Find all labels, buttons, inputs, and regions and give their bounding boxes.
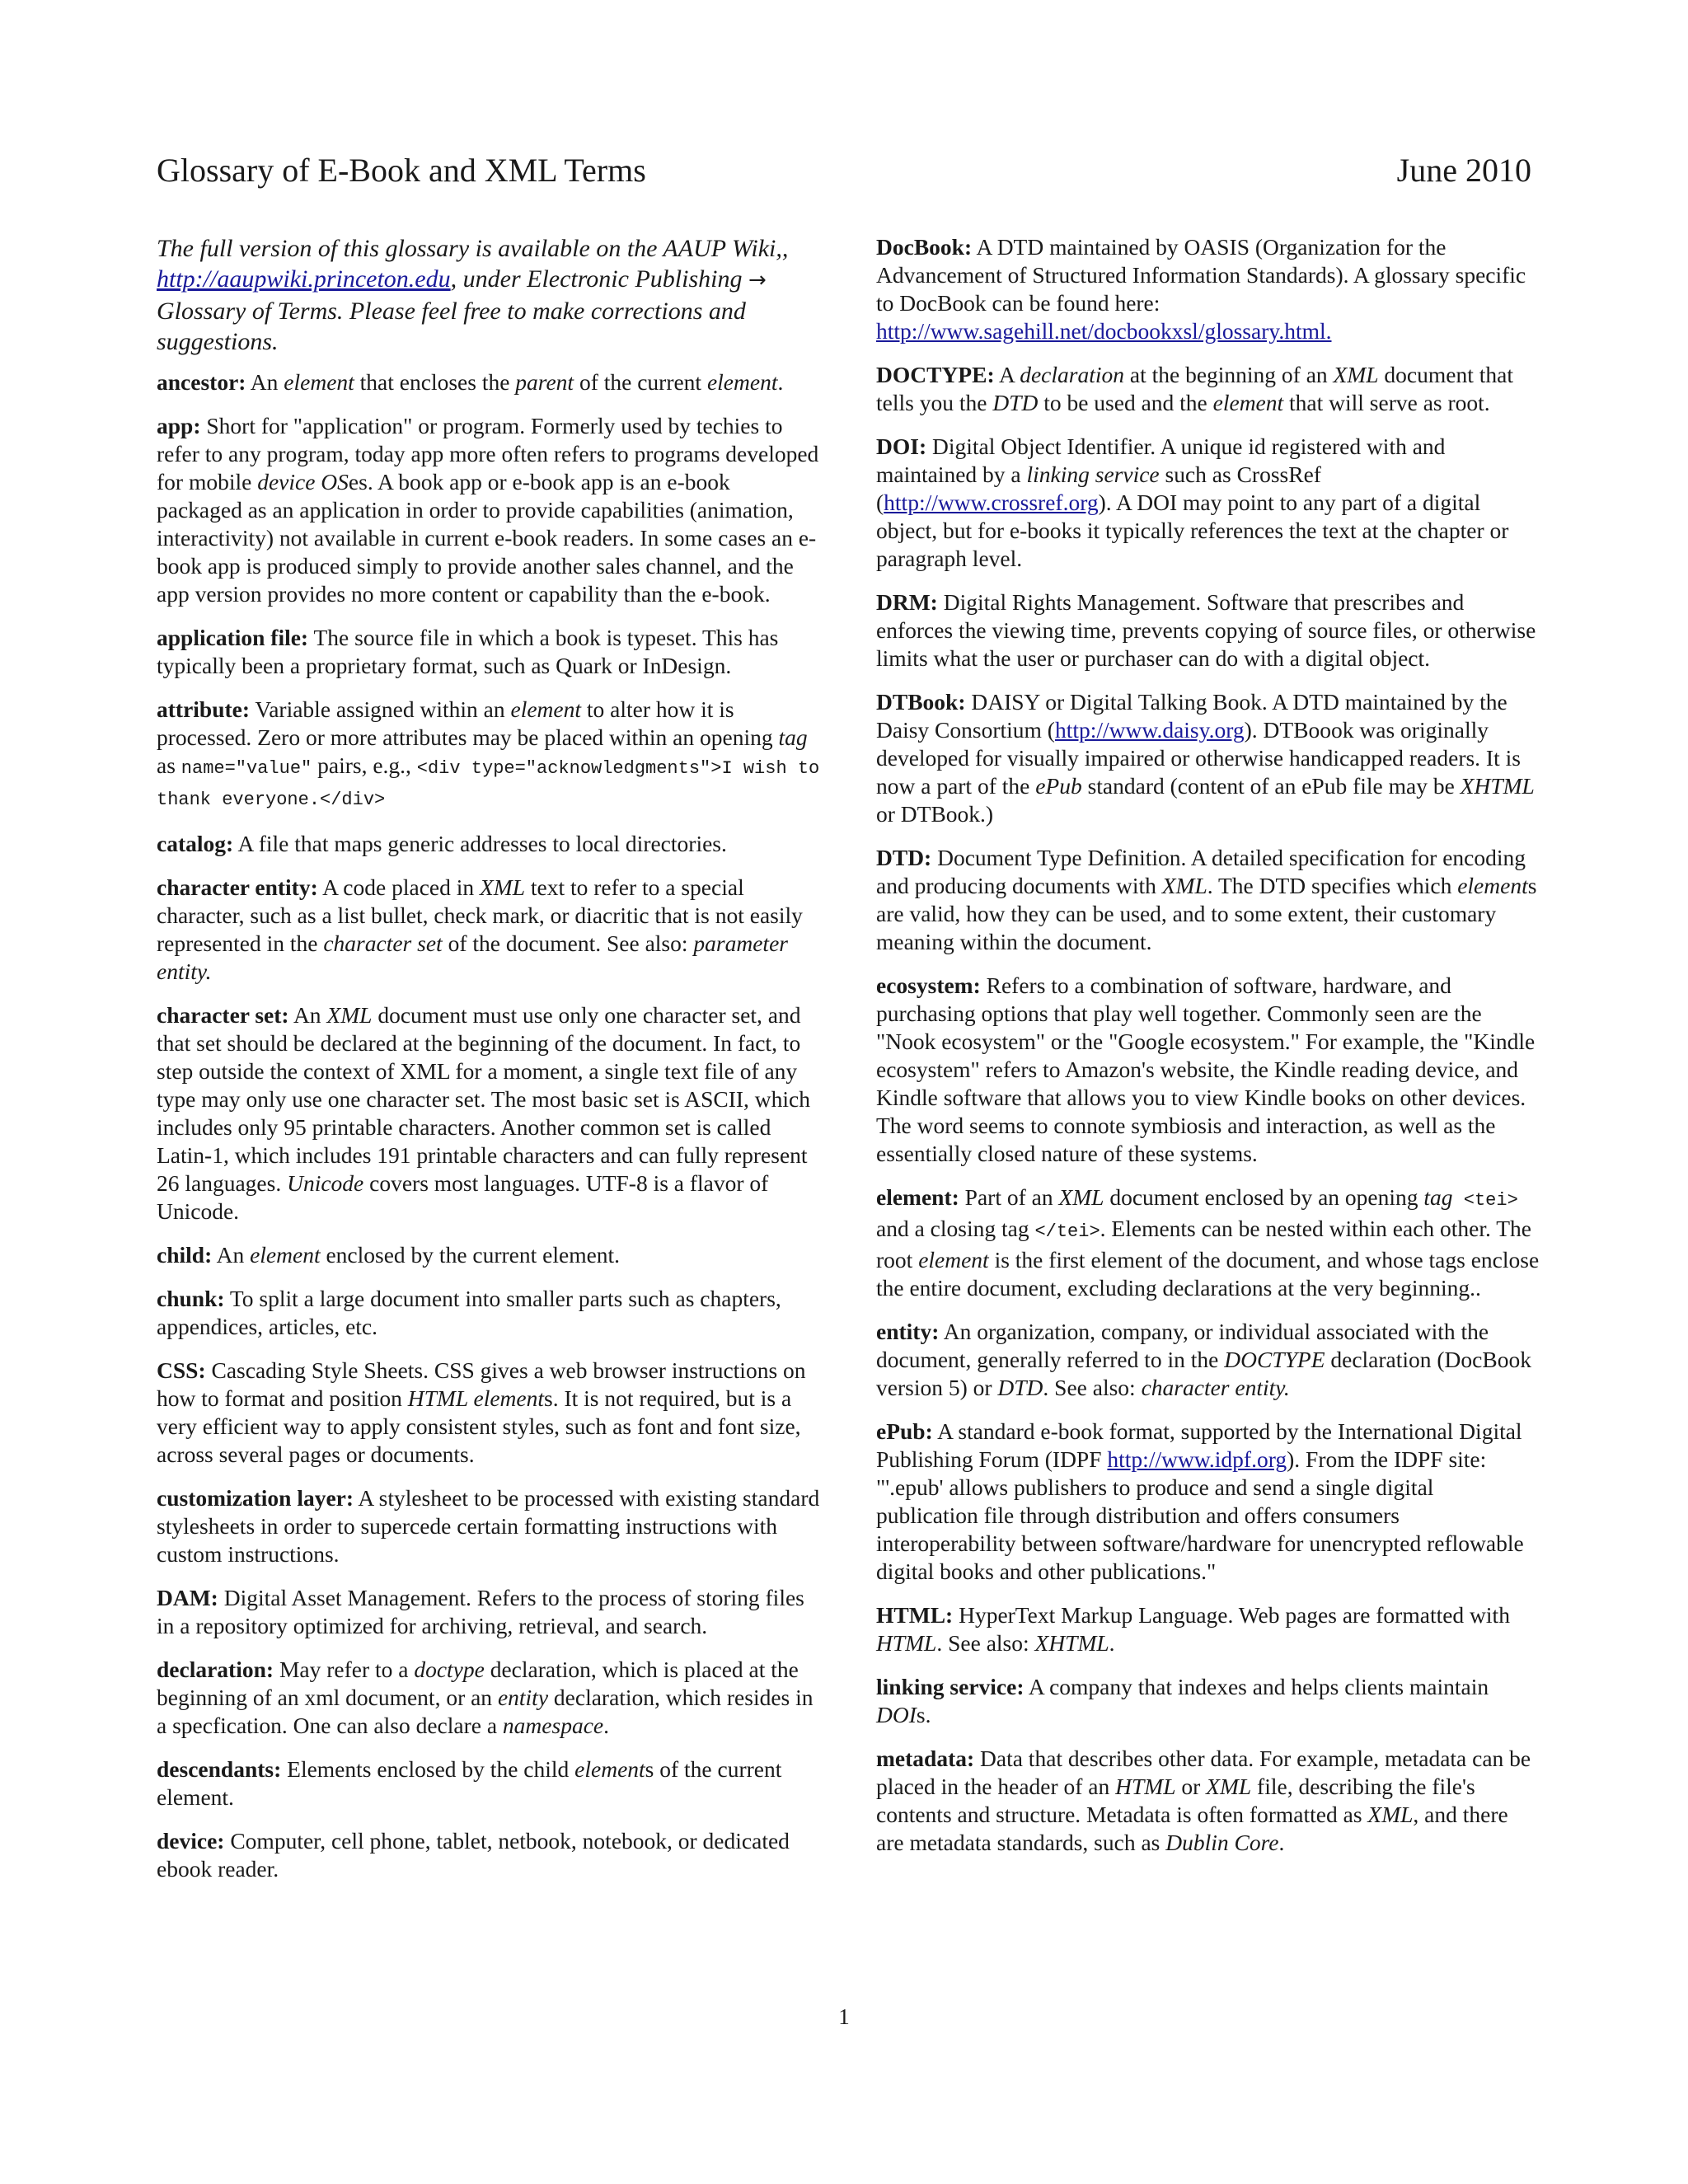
term: device: bbox=[157, 1828, 225, 1854]
definition: A company that indexes and helps clients maintain DOIs. bbox=[876, 1674, 1489, 1727]
term: element: bbox=[876, 1184, 959, 1210]
left-column bbox=[157, 233, 820, 1899]
term: attribute: bbox=[157, 696, 251, 722]
entry-dtbook bbox=[876, 688, 1540, 828]
page-number: 1 bbox=[838, 2004, 850, 2029]
right-column bbox=[876, 233, 1540, 1872]
definition: Variable assigned within an element to alter how it is processed. Zero or more attributes may be placed within an opening tag as name="value" pairs, e.g., <div type="acknowledgments">I wish to thank everyone.</div> bbox=[157, 696, 820, 810]
term: DOCTYPE: bbox=[876, 362, 995, 387]
definition: Digital Asset Management. Refers to the process of storing files in a repository optimized for archiving, retrieval, and search. bbox=[157, 1585, 804, 1638]
definition: A file that maps generic addresses to local directories. bbox=[233, 831, 727, 856]
term: character entity: bbox=[157, 874, 318, 900]
term: CSS: bbox=[157, 1357, 206, 1383]
term: child: bbox=[157, 1242, 213, 1268]
definition: An element enclosed by the current element. bbox=[212, 1242, 621, 1268]
daisy-link[interactable]: http://www.daisy.org bbox=[1054, 717, 1245, 743]
entry-ecosystem bbox=[876, 972, 1540, 1168]
entry-docbook bbox=[876, 233, 1540, 345]
term: application file: bbox=[157, 625, 309, 650]
definition: An element that encloses the parent of the current element. bbox=[246, 369, 784, 395]
entry-ancestor bbox=[157, 368, 820, 396]
entry-chunk bbox=[157, 1285, 820, 1341]
document-title: Glossary of E-Book and XML Terms bbox=[157, 152, 646, 189]
definition: Digital Object Identifier. A unique id registered with and maintained by a linking service such as CrossRef (http://www.crossref.org). A DOI may point to any part of a digital object, but for e-books it typically references the text at the chapter or paragraph level. bbox=[876, 434, 1509, 571]
term: catalog: bbox=[157, 831, 234, 856]
entry-css bbox=[157, 1357, 820, 1469]
definition: A stylesheet to be processed with existing standard stylesheets in order to supercede certain formatting instructions with custom instructions. bbox=[157, 1485, 820, 1567]
term: character set: bbox=[157, 1002, 289, 1028]
term: DRM: bbox=[876, 589, 938, 615]
definition: Short for "application" or program. Formerly used by techies to refer to any program, today app more often refers to programs developed for mobile device OSes. A book app or e-book app is an e-book packaged as an application in order to provide capabilities (animation, interactivity) not available in current e-book readers. In some cases an e-book app is produced simply to provide another sales channel, and the app version provides no more content or capability than the e-book. bbox=[157, 413, 819, 607]
term: metadata: bbox=[876, 1746, 975, 1771]
entry-attribute bbox=[157, 696, 820, 814]
definition: The source file in which a book is typeset. This has typically been a proprietary format, such as Quark or InDesign. bbox=[157, 625, 779, 678]
intro-text: , under Electronic Publishing bbox=[450, 265, 743, 293]
definition: DAISY or Digital Talking Book. A DTD maintained by the Daisy Consortium (http://www.daisy.org). DTBoook was originally developed for visually impaired or otherwise handicapped readers. It is now a part of the ePub standard (content of an ePub file may be XHTML or DTBook.) bbox=[876, 689, 1535, 827]
term: DAM: bbox=[157, 1585, 218, 1610]
definition: A declaration at the beginning of an XML document that tells you the DTD to be used and the element that will serve as root. bbox=[876, 362, 1513, 415]
term: ancestor: bbox=[157, 369, 246, 395]
term: DOI: bbox=[876, 434, 927, 459]
entry-entity bbox=[876, 1318, 1540, 1402]
definition: A code placed in XML text to refer to a special character, such as a list bullet, check mark, or diacritic that is not easily represented in the character set of the document. See also: parameter entity. bbox=[157, 874, 803, 984]
definition: A DTD maintained by OASIS (Organization for the Advancement of Structured Information Standards). A glossary specific to DocBook can be found here: http://www.sagehill.net/docbookxsl/glossary.html. bbox=[876, 234, 1526, 344]
entry-linking-service bbox=[876, 1673, 1540, 1729]
definition: An organization, company, or individual associated with the document, generally referred to in the DOCTYPE declaration (DocBook version 5) or DTD. See also: character entity. bbox=[876, 1319, 1531, 1400]
definition: Document Type Definition. A detailed specification for encoding and producing documents with XML. The DTD specifies which elements are valid, how they can be used, and to some extent, their customary meaning within the document. bbox=[876, 845, 1537, 954]
entry-descendants bbox=[157, 1755, 820, 1811]
definition: Data that describes other data. For example, metadata can be placed in the header of an HTML or XML file, describing the file's contents and structure. Metadata is often formatted as XML, and there are metadata standards, such as Dublin Core. bbox=[876, 1746, 1531, 1855]
term: HTML: bbox=[876, 1602, 954, 1628]
term: entity: bbox=[876, 1319, 940, 1344]
definition: Digital Rights Management. Software that prescribes and enforces the viewing time, prevents copying of source files, or otherwise limits what the user or purchaser can do with a digital object. bbox=[876, 589, 1536, 671]
definition: Part of an XML document enclosed by an opening tag <tei> and a closing tag </tei>. Elements can be nested within each other. The root element is the first element of the document, and whose tags enclose the entire document, excluding declarations at the very beginning.. bbox=[876, 1184, 1540, 1301]
term: descendants: bbox=[157, 1756, 282, 1782]
definition: A standard e-book format, supported by the International Digital Publishing Forum (IDPF http://www.idpf.org). From the IDPF site: "'.epub' allows publishers to produce and send a single digital publication file through distribution and offers consumers interoperability between software/hardware for unencrypted reflowable digital books and other publications." bbox=[876, 1418, 1524, 1584]
definition: An XML document must use only one character set, and that set should be declared at the beginning of the document. In fact, to step outside the context of XML for a moment, a single text file of any type may only use one character set. The most basic set is ASCII, which includes only 95 printable characters. Another common set is called Latin-1, which includes 191 printable characters and can fully represent 26 languages. Unicode covers most languages. UTF-8 is a flavor of Unicode. bbox=[157, 1002, 810, 1224]
entry-catalog bbox=[157, 830, 820, 858]
crossref-link[interactable]: http://www.crossref.org bbox=[884, 490, 1099, 515]
term: DTBook: bbox=[876, 689, 966, 715]
intro-text: The full version of this glossary is available on the AAUP Wiki,, bbox=[157, 235, 789, 262]
arrow-right-icon: → bbox=[748, 268, 767, 293]
entry-customization-layer bbox=[157, 1484, 820, 1568]
intro-note bbox=[157, 233, 820, 357]
entry-dtd bbox=[876, 844, 1540, 956]
idpf-link[interactable]: http://www.idpf.org bbox=[1107, 1446, 1287, 1472]
document-date: June 2010 bbox=[1396, 152, 1531, 189]
definition: Cascading Style Sheets. CSS gives a web browser instructions on how to format and position HTML elements. It is not required, but is a very efficient way to apply consistent styles, such as font and font size, across several pages or documents. bbox=[157, 1357, 806, 1467]
entry-html bbox=[876, 1601, 1540, 1657]
entry-declaration bbox=[157, 1656, 820, 1740]
term: DocBook: bbox=[876, 234, 973, 260]
term: DTD: bbox=[876, 845, 932, 870]
entry-character-set bbox=[157, 1001, 820, 1226]
entry-drm bbox=[876, 588, 1540, 673]
entry-device bbox=[157, 1827, 820, 1883]
entry-doi bbox=[876, 433, 1540, 573]
term: declaration: bbox=[157, 1657, 274, 1682]
entry-character-entity bbox=[157, 874, 820, 986]
entry-child bbox=[157, 1241, 820, 1269]
definition: HyperText Markup Language. Web pages are formatted with HTML. See also: XHTML. bbox=[876, 1602, 1510, 1656]
term: customization layer: bbox=[157, 1485, 354, 1511]
term: chunk: bbox=[157, 1286, 225, 1311]
entry-doctype bbox=[876, 361, 1540, 417]
intro-text: Glossary of Terms. Please feel free to make corrections and suggestions. bbox=[157, 298, 746, 355]
term: ePub: bbox=[876, 1418, 933, 1444]
definition: Computer, cell phone, tablet, netbook, notebook, or dedicated ebook reader. bbox=[157, 1828, 790, 1882]
term: linking service: bbox=[876, 1674, 1025, 1699]
entry-dam bbox=[157, 1584, 820, 1640]
entry-application-file bbox=[157, 624, 820, 680]
definition: Refers to a combination of software, hardware, and purchasing options that play well together. Commonly seen are the "Nook ecosystem" or the "Google ecosystem." For example, the "Kindle ecosystem" refers to Amazon's website, the Kindle reading device, and Kindle software that allows you to view Kindle books on other devices. The word seems to connote symbiosis and interaction, as well as the essentially closed nature of these systems. bbox=[876, 972, 1536, 1166]
entry-epub bbox=[876, 1418, 1540, 1586]
entry-app bbox=[157, 412, 820, 608]
document-header bbox=[157, 152, 1531, 189]
wiki-link[interactable]: http://aaupwiki.princeton.edu bbox=[157, 265, 451, 293]
entry-element bbox=[876, 1183, 1540, 1302]
definition: Elements enclosed by the child elements of the current element. bbox=[157, 1756, 782, 1810]
definition: May refer to a doctype declaration, which is placed at the beginning of an xml document, or an entity declaration, which resides in a specfication. One can also declare a namespace. bbox=[157, 1657, 814, 1738]
term: app: bbox=[157, 413, 201, 438]
definition: To split a large document into smaller parts such as chapters, appendices, articles, etc. bbox=[157, 1286, 781, 1339]
term: ecosystem: bbox=[876, 972, 981, 998]
entry-metadata bbox=[876, 1745, 1540, 1857]
docbook-glossary-link[interactable]: http://www.sagehill.net/docbookxsl/glossary.html. bbox=[876, 318, 1332, 344]
